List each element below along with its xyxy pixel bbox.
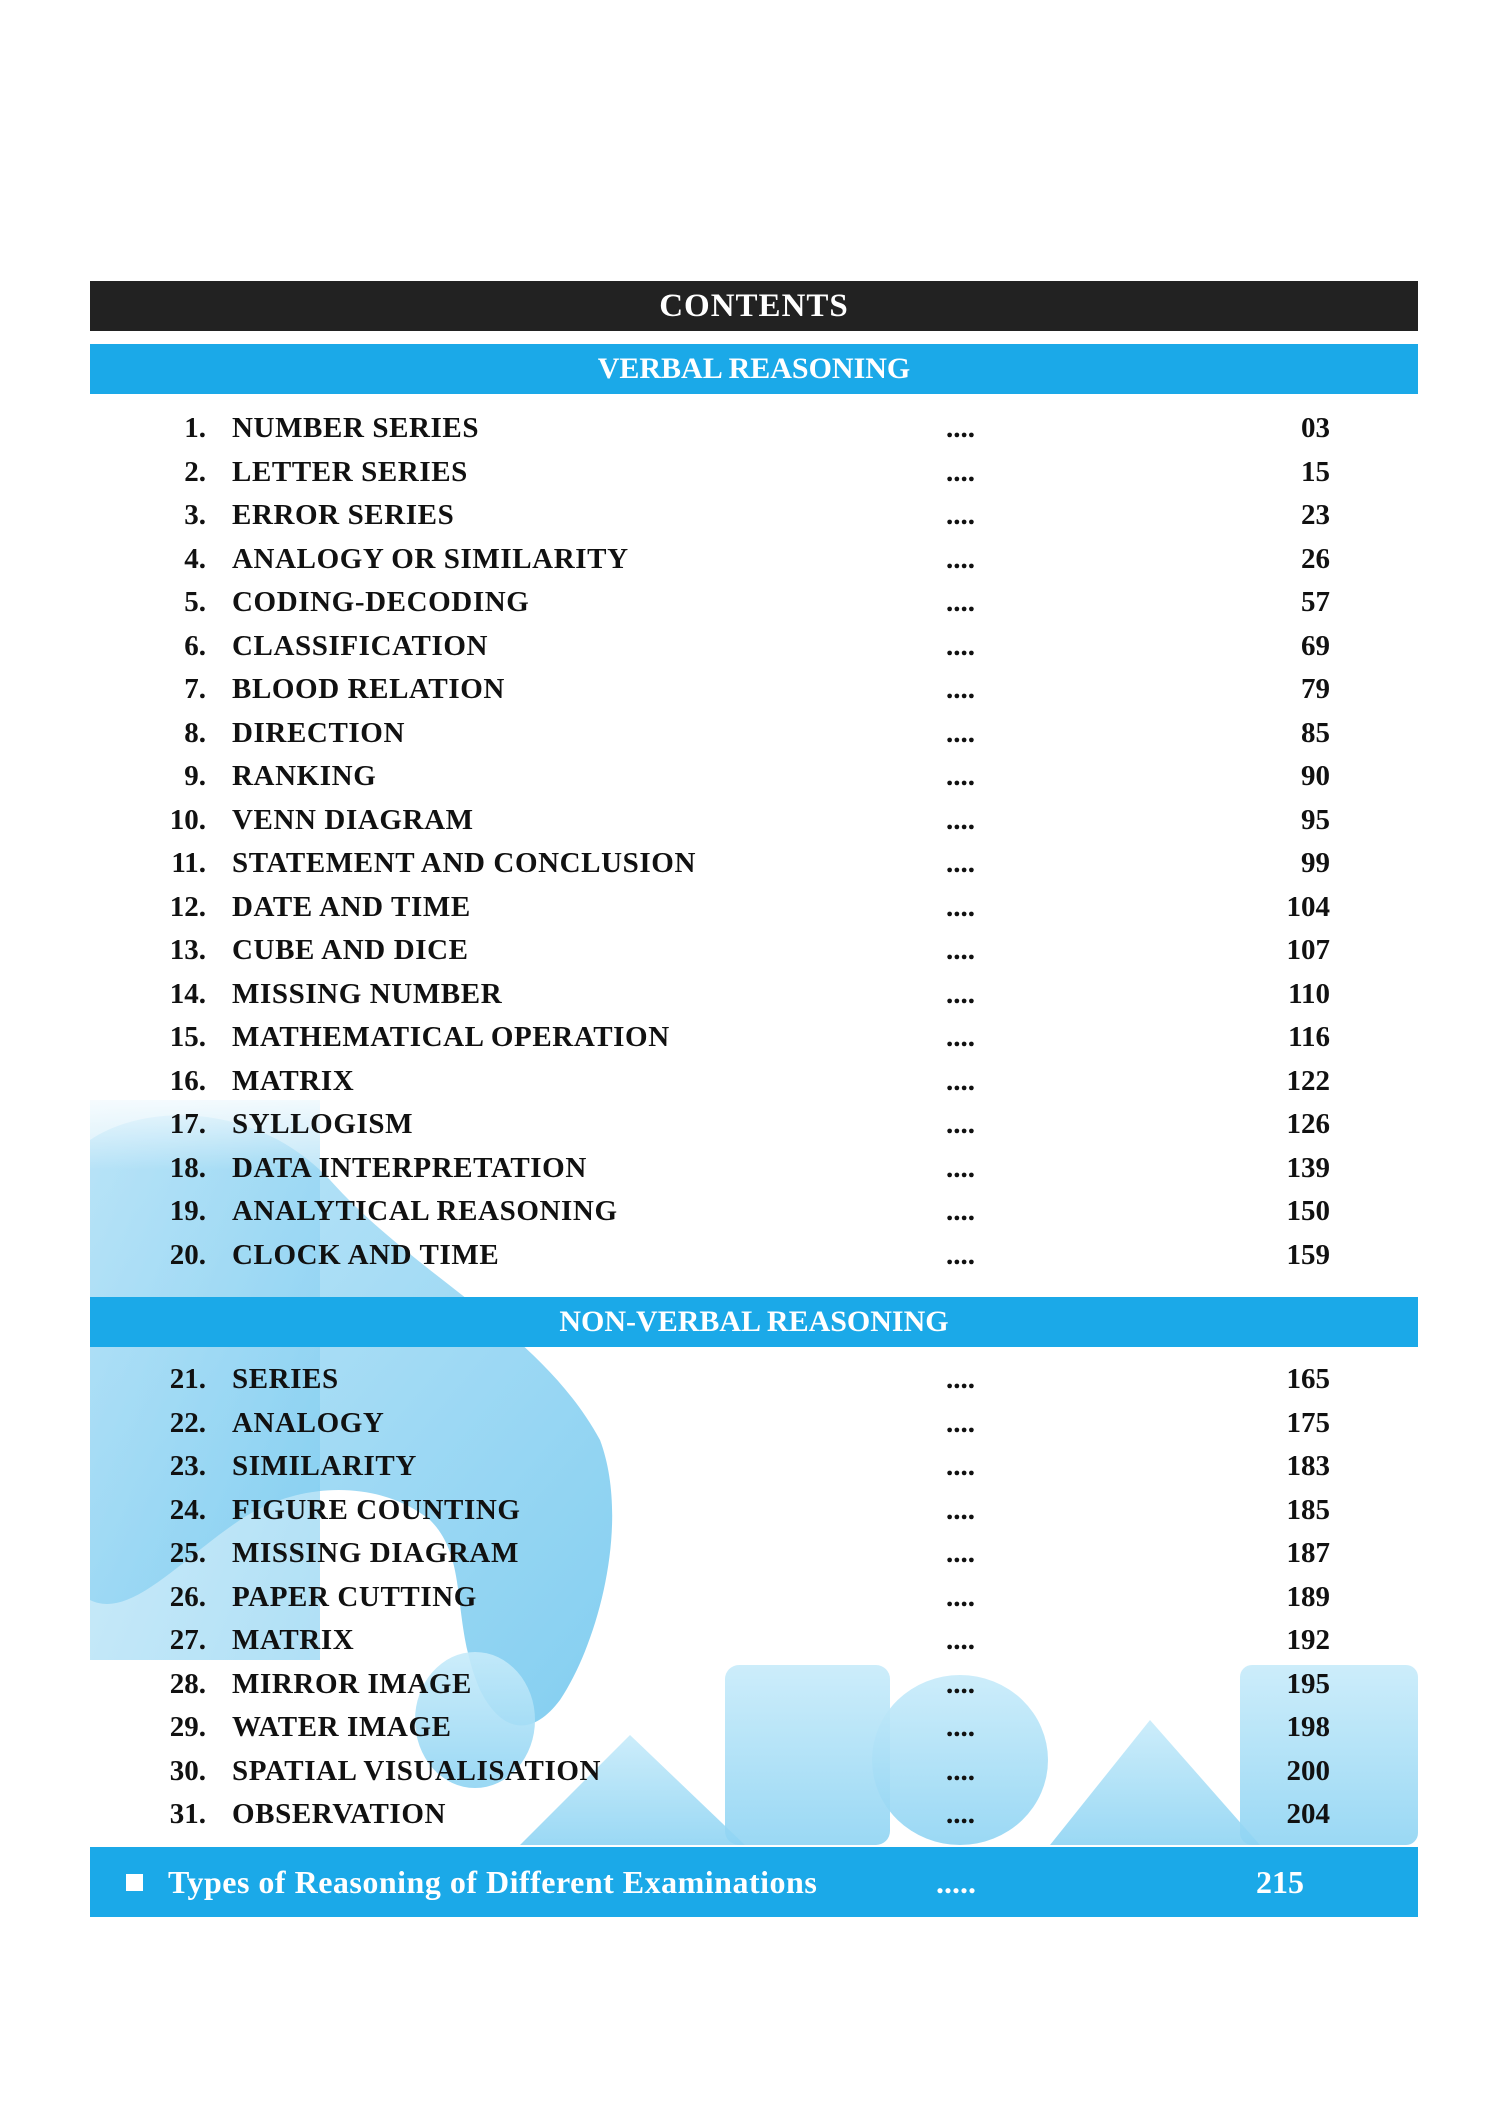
contents-entry[interactable] (0, 1445, 1500, 1489)
entry-number: 1. (184, 412, 206, 444)
entry-title: LETTER SERIES (232, 455, 468, 488)
entry-number: 19. (169, 1195, 206, 1227)
contents-entry[interactable] (0, 799, 1500, 843)
entry-title: CODING-DECODING (232, 586, 530, 618)
entry-title: FIGURE COUNTING (232, 1493, 521, 1526)
entry-dots: .... (946, 499, 975, 531)
entry-number: 21. (169, 1363, 206, 1395)
entry-title: SPATIAL VISUALISATION (232, 1754, 602, 1787)
entry-dots: .... (946, 1450, 975, 1482)
nonverbal-contents-list (0, 1358, 1500, 1837)
entry-page: 110 (1288, 977, 1330, 1010)
entry-number: 27. (169, 1624, 206, 1656)
entry-title: MATRIX (232, 1624, 355, 1656)
contents-entry[interactable] (0, 1234, 1500, 1278)
contents-entry[interactable] (0, 1532, 1500, 1576)
entry-page: 175 (1286, 1406, 1330, 1439)
entry-page: 122 (1286, 1064, 1330, 1097)
entry-dots: .... (946, 977, 975, 1010)
entry-dots: .... (946, 673, 975, 705)
entry-title: BLOOD RELATION (232, 673, 505, 705)
footer-entry-title: Types of Reasoning of Different Examinations (168, 1864, 818, 1900)
contents-entry[interactable] (0, 886, 1500, 930)
entry-number: 10. (169, 803, 206, 836)
contents-entry[interactable] (0, 712, 1500, 756)
entry-dots: .... (946, 542, 975, 575)
contents-entry[interactable] (0, 1190, 1500, 1234)
footer-entry[interactable] (90, 1847, 1418, 1917)
entry-dots: .... (946, 1798, 975, 1830)
entry-page: 187 (1286, 1537, 1330, 1569)
entry-dots: .... (946, 1406, 975, 1439)
entry-number: 4. (184, 542, 206, 575)
contents-entry[interactable] (0, 1016, 1500, 1060)
section-header-verbal: VERBAL REASONING (90, 344, 1418, 394)
entry-number: 25. (169, 1537, 206, 1569)
footer-entry-dots: ..... (936, 1864, 976, 1900)
entry-dots: .... (946, 1064, 975, 1097)
contents-entry[interactable] (0, 1358, 1500, 1402)
entry-title: ANALOGY (232, 1406, 385, 1439)
entry-dots: .... (946, 847, 975, 879)
entry-number: 16. (169, 1064, 206, 1097)
contents-entry[interactable] (0, 668, 1500, 712)
entry-title: OBSERVATION (232, 1798, 447, 1830)
contents-entry[interactable] (0, 973, 1500, 1017)
contents-entry[interactable] (0, 494, 1500, 538)
entry-dots: .... (946, 1537, 975, 1569)
contents-entry[interactable] (0, 1706, 1500, 1750)
entry-page: 95 (1301, 803, 1330, 836)
entry-dots: .... (946, 1493, 975, 1526)
entry-page: 183 (1286, 1450, 1330, 1482)
entry-dots: .... (946, 803, 975, 836)
entry-page: 104 (1286, 890, 1330, 923)
entry-title: PAPER CUTTING (232, 1580, 477, 1613)
contents-entry[interactable] (0, 1793, 1500, 1837)
entry-dots: .... (946, 629, 975, 662)
entry-page: 99 (1301, 847, 1330, 879)
contents-entry[interactable] (0, 842, 1500, 886)
entry-dots: .... (946, 1363, 975, 1395)
entry-page: 192 (1286, 1624, 1330, 1656)
contents-entry[interactable] (0, 581, 1500, 625)
contents-entry[interactable] (0, 1663, 1500, 1707)
entry-page: 90 (1301, 760, 1330, 792)
entry-page: 79 (1301, 673, 1330, 705)
entry-dots: .... (946, 1108, 975, 1140)
entry-title: SYLLOGISM (232, 1108, 414, 1140)
entry-dots: .... (946, 1238, 975, 1271)
contents-entry[interactable] (0, 1489, 1500, 1533)
entry-dots: .... (946, 586, 975, 618)
entry-number: 3. (184, 499, 206, 531)
entry-title: RANKING (232, 760, 377, 792)
entry-page: 204 (1286, 1798, 1330, 1830)
section-header-nonverbal: NON-VERBAL REASONING (90, 1297, 1418, 1347)
contents-entry[interactable] (0, 407, 1500, 451)
contents-entry[interactable] (0, 451, 1500, 495)
entry-number: 24. (169, 1493, 206, 1526)
entry-page: 165 (1286, 1363, 1330, 1395)
entry-page: 69 (1301, 629, 1330, 662)
entry-title: MIRROR IMAGE (232, 1667, 472, 1700)
entry-title: ERROR SERIES (232, 499, 455, 531)
entry-page: 15 (1301, 455, 1330, 488)
entry-title: MISSING NUMBER (232, 977, 503, 1010)
contents-entry[interactable] (0, 1147, 1500, 1191)
entry-dots: .... (946, 412, 975, 444)
entry-page: 139 (1286, 1151, 1330, 1184)
footer-entry-page: 215 (1256, 1864, 1304, 1900)
entry-page: 85 (1301, 716, 1330, 749)
entry-dots: .... (946, 1195, 975, 1227)
entry-title: MATRIX (232, 1064, 355, 1097)
entry-number: 17. (169, 1108, 206, 1140)
entry-page: 116 (1288, 1021, 1330, 1053)
entry-number: 12. (169, 890, 206, 923)
entry-title: ANALYTICAL REASONING (232, 1195, 618, 1227)
contents-entry[interactable] (0, 1402, 1500, 1446)
entry-title: CUBE AND DICE (232, 934, 469, 966)
entry-title: CLOCK AND TIME (232, 1238, 500, 1271)
entry-number: 20. (169, 1238, 206, 1271)
entry-dots: .... (946, 1754, 975, 1787)
entry-number: 29. (169, 1711, 206, 1743)
entry-dots: .... (946, 1580, 975, 1613)
entry-number: 2. (184, 455, 206, 488)
entry-title: DATA INTERPRETATION (232, 1151, 587, 1184)
contents-entry[interactable] (0, 1103, 1500, 1147)
entry-title: VENN DIAGRAM (232, 803, 474, 836)
entry-dots: .... (946, 760, 975, 792)
entry-dots: .... (946, 455, 975, 488)
entry-number: 13. (169, 934, 206, 966)
entry-page: 23 (1301, 499, 1330, 531)
entry-dots: .... (946, 1667, 975, 1700)
entry-number: 7. (184, 673, 206, 705)
entry-number: 31. (169, 1798, 206, 1830)
entry-title: MISSING DIAGRAM (232, 1537, 519, 1569)
entry-page: 150 (1286, 1195, 1330, 1227)
entry-number: 8. (184, 716, 206, 749)
entry-page: 03 (1301, 412, 1330, 444)
entry-page: 159 (1286, 1238, 1330, 1271)
entry-number: 22. (169, 1406, 206, 1439)
entry-number: 23. (169, 1450, 206, 1482)
entry-number: 6. (184, 629, 206, 662)
contents-entry[interactable] (0, 625, 1500, 669)
entry-page: 26 (1301, 542, 1330, 575)
entry-dots: .... (946, 1711, 975, 1743)
entry-title: MATHEMATICAL OPERATION (232, 1021, 670, 1053)
entry-page: 200 (1286, 1754, 1330, 1787)
entry-title: DIRECTION (232, 716, 405, 749)
entry-page: 107 (1286, 934, 1330, 966)
entry-number: 15. (169, 1021, 206, 1053)
entry-number: 26. (169, 1580, 206, 1613)
entry-dots: .... (946, 716, 975, 749)
entry-title: ANALOGY OR SIMILARITY (232, 542, 629, 575)
entry-number: 9. (184, 760, 206, 792)
entry-number: 18. (169, 1151, 206, 1184)
entry-dots: .... (946, 1151, 975, 1184)
entry-dots: .... (946, 890, 975, 923)
entry-number: 28. (169, 1667, 206, 1700)
entry-title: SIMILARITY (232, 1450, 417, 1482)
entry-page: 189 (1286, 1580, 1330, 1613)
entry-title: STATEMENT AND CONCLUSION (232, 847, 696, 879)
entry-dots: .... (946, 934, 975, 966)
entry-number: 5. (184, 586, 206, 618)
contents-header: CONTENTS (90, 281, 1418, 331)
bullet-square-icon (126, 1874, 143, 1891)
contents-entry[interactable] (0, 538, 1500, 582)
entry-number: 14. (169, 977, 206, 1010)
entry-page: 195 (1286, 1667, 1330, 1700)
entry-title: DATE AND TIME (232, 890, 471, 923)
entry-number: 11. (171, 847, 206, 879)
contents-entry[interactable] (0, 1619, 1500, 1663)
entry-page: 126 (1286, 1108, 1330, 1140)
entry-title: WATER IMAGE (232, 1711, 452, 1743)
entry-number: 30. (169, 1754, 206, 1787)
entry-title: CLASSIFICATION (232, 629, 489, 662)
contents-entry[interactable] (0, 1750, 1500, 1794)
entry-page: 57 (1301, 586, 1330, 618)
entry-dots: .... (946, 1021, 975, 1053)
entry-page: 198 (1286, 1711, 1330, 1743)
verbal-contents-list (0, 407, 1500, 1277)
entry-dots: .... (946, 1624, 975, 1656)
entry-page: 185 (1286, 1493, 1330, 1526)
entry-title: NUMBER SERIES (232, 412, 480, 444)
contents-entry[interactable] (0, 929, 1500, 973)
contents-entry[interactable] (0, 1060, 1500, 1104)
contents-entry[interactable] (0, 1576, 1500, 1620)
entry-title: SERIES (232, 1363, 339, 1395)
contents-entry[interactable] (0, 755, 1500, 799)
